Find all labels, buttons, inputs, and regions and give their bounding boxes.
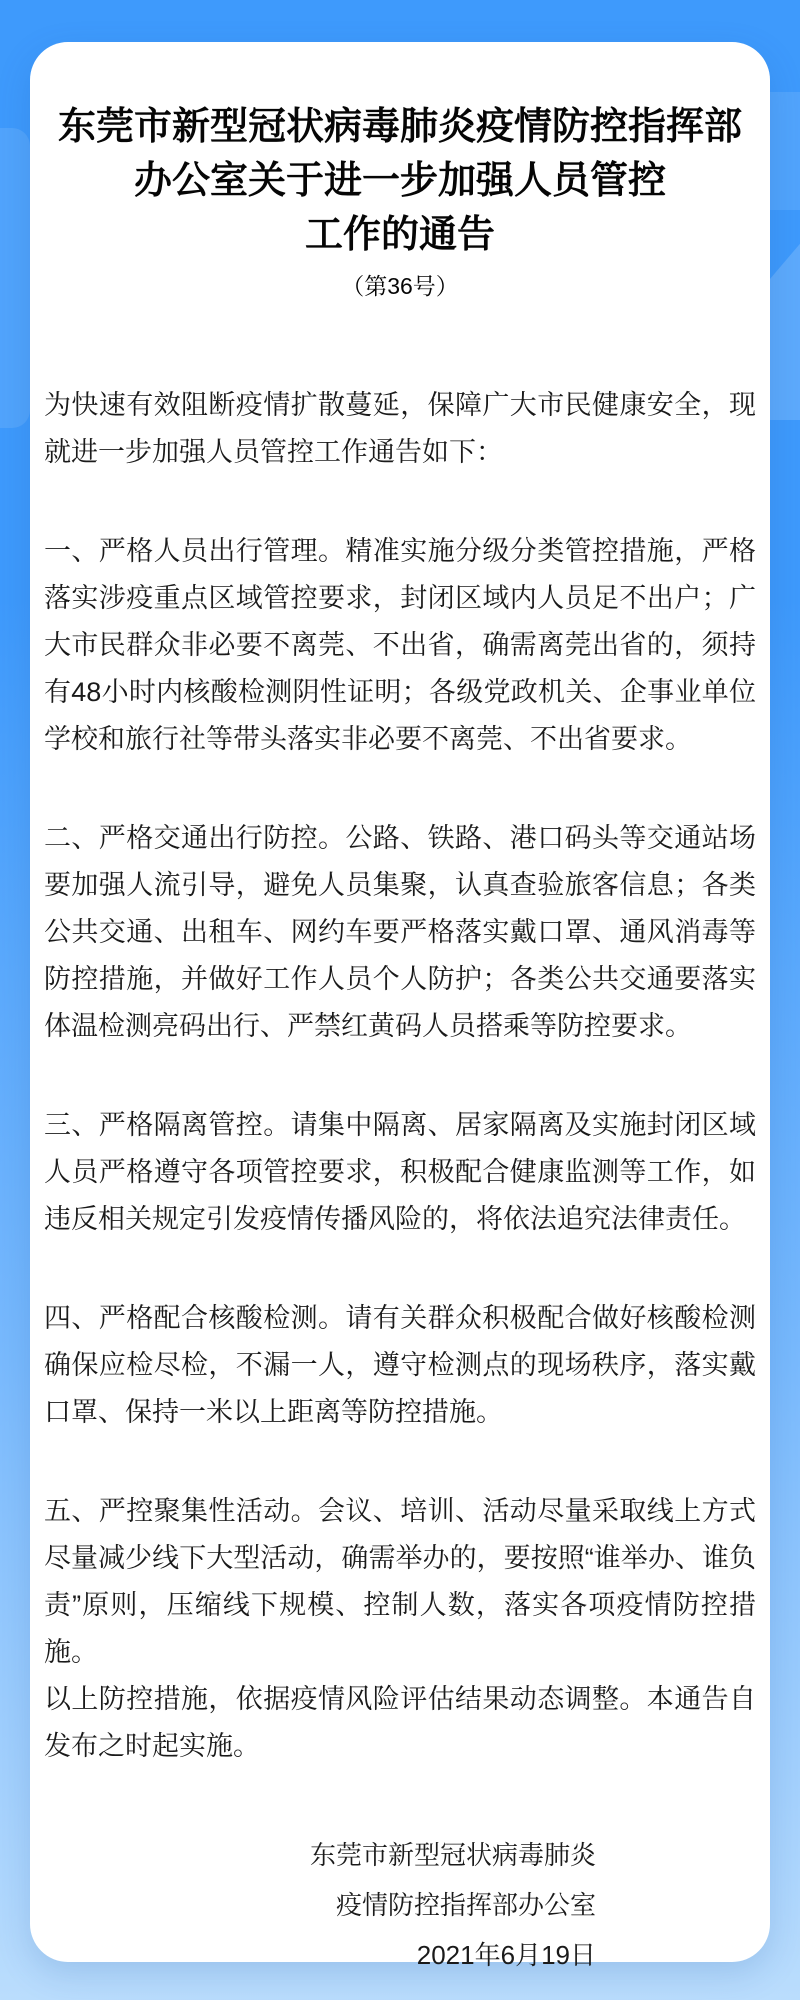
notice-paragraph-5: 五、严控聚集性活动。会议、培训、活动尽量采取线上方式尽量减少线下大型活动，确需举办的，要按照“谁举办、谁负责”原则，压缩线下规模、控制人数，落实各项疫情防控措施。 bbox=[44, 1496, 756, 1667]
notice-title-line-1: 东莞市新型冠状病毒肺炎疫情防控指挥部 bbox=[57, 106, 742, 148]
notice-paragraph-1: 一、严格人员出行管理。精准实施分级分类管控措施，严格落实涉疫重点区域管控要求，封闭区域内人员足不出户；广大市民群众非必要不离莞、不出省，确需离莞出省的，须持有48小时内核酸检测阴性证明；各级党政机关、企事业单位学校和旅行社等带头落实非必要不离莞、不出省要求。 bbox=[44, 536, 756, 754]
signature-org-line-2: 疫情防控指挥部办公室 bbox=[335, 1890, 596, 1920]
notice-paragraph-closing: 以上防控措施，依据疫情风险评估结果动态调整。本通告自发布之时起实施。 bbox=[44, 1684, 756, 1761]
notice-title-line-3: 工作的通告 bbox=[304, 214, 495, 256]
signature-date: 2021年6月19日 bbox=[416, 1940, 596, 1970]
notice-issue-number: （第36号） bbox=[341, 273, 459, 299]
signature-org-line-1: 东莞市新型冠状病毒肺炎 bbox=[309, 1840, 596, 1870]
background-decoration-left bbox=[0, 128, 30, 428]
notice-signature bbox=[44, 1830, 756, 1980]
notice-body bbox=[44, 382, 756, 1770]
notice-title bbox=[44, 100, 756, 262]
notice-paragraph-4: 四、严格配合核酸检测。请有关群众积极配合做好核酸检测确保应检尽检，不漏一人，遵守检测点的现场秩序，落实戴口罩、保持一米以上距离等防控措施。 bbox=[44, 1303, 756, 1427]
notice-paragraph-2: 二、严格交通出行防控。公路、铁路、港口码头等交通站场要加强人流引导，避免人员集聚，认真查验旅客信息；各类公共交通、出租车、网约车要严格落实戴口罩、通风消毒等防控措施，并做好工作人员个人防护；各类公共交通要落实体温检测亮码出行、严禁红黄码人员搭乘等防控要求。 bbox=[44, 823, 756, 1041]
notice-paragraph-3: 三、严格隔离管控。请集中隔离、居家隔离及实施封闭区域人员严格遵守各项管控要求，积极配合健康监测等工作，如违反相关规定引发疫情传播风险的，将依法追究法律责任。 bbox=[44, 1110, 756, 1234]
notice-card bbox=[30, 42, 770, 1970]
notice-title-line-2: 办公室关于进一步加强人员管控 bbox=[133, 160, 666, 202]
notice-paragraph-intro: 为快速有效阻断疫情扩散蔓延，保障广大市民健康安全，现就进一步加强人员管控工作通告如下： bbox=[44, 390, 756, 467]
